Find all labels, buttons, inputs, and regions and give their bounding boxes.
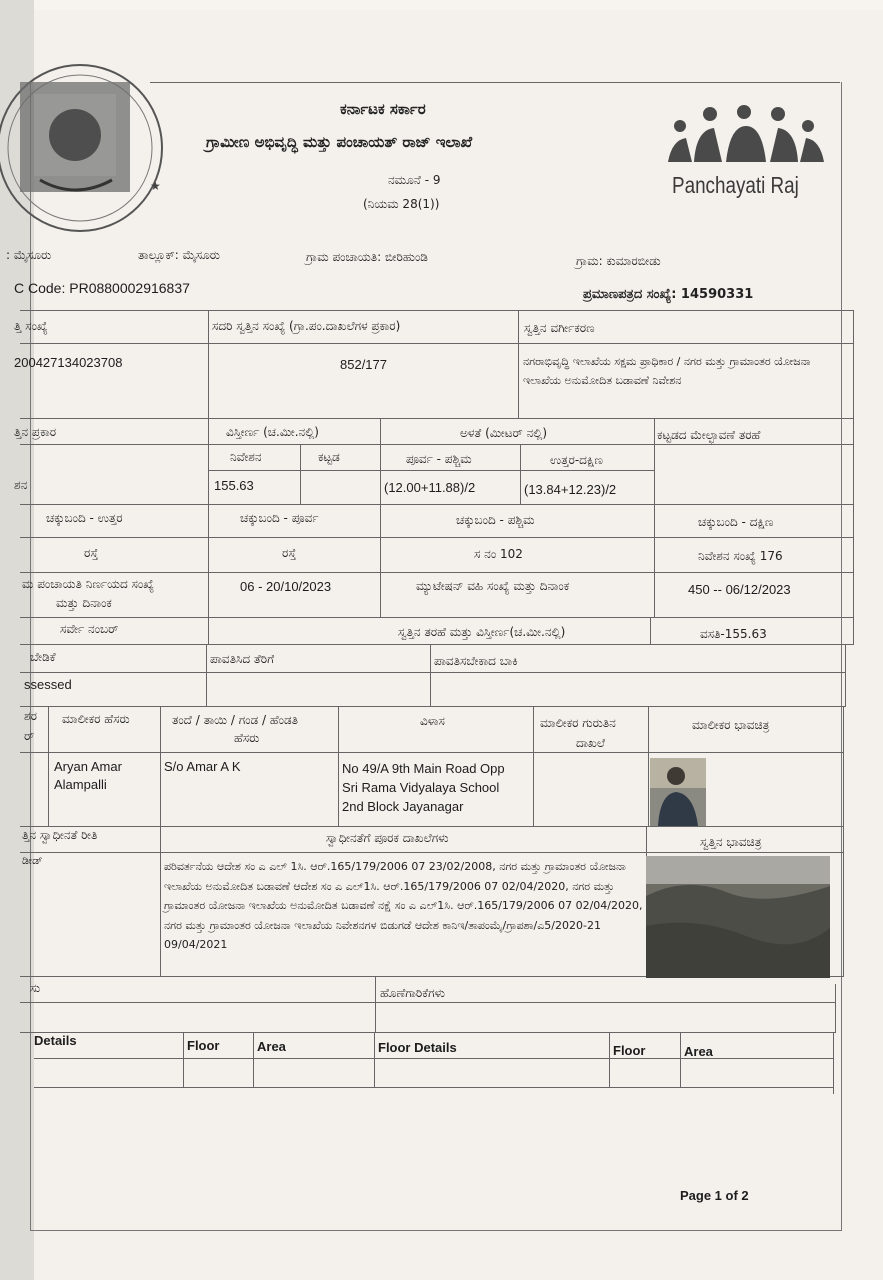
owner-name-label: ಮಾಲೀಕರ ಹೆಸರು	[62, 712, 130, 726]
tax-balance-label: ಪಾವತಿಸಬೇಕಾದ ಬಾಕಿ	[434, 654, 518, 668]
address-line2: Sri Rama Vidyalaya School	[342, 780, 500, 795]
property-photo	[646, 856, 830, 978]
site-area-value: 155.63	[214, 478, 254, 493]
area-label: ವಿಸ್ತೀರ್ಣ (ಚ.ಮೀ.ನಲ್ಲಿ)	[226, 425, 319, 439]
relation-value: S/o Amar A K	[164, 759, 241, 774]
liabilities-left-label: ಸು	[30, 981, 41, 995]
government-title: ಕರ್ನಾಟಕ ಸರ್ಕಾರ	[340, 100, 426, 118]
resolution-label-line1: ಮ ಪಂಚಾಯತಿ ನಿರ್ಣಯದ ಸಂಖ್ಯೆ	[22, 577, 155, 591]
owner-name-line1: Aryan Amar	[54, 759, 122, 774]
owner-serial-label-a: ಶರ	[24, 709, 37, 723]
floor-details-right-label: Floor Details	[378, 1040, 457, 1055]
boundary-south-label: ಚಕ್ಕುಬಂದಿ - ದಕ್ಷಿಣ	[698, 515, 774, 529]
owner-photo	[650, 758, 706, 826]
government-seal-icon	[0, 60, 170, 240]
ownership-docs-label: ಸ್ವಾಧೀನತೆಗೆ ಪೂರಕ ದಾಖಲೆಗಳು	[326, 831, 449, 845]
north-south-label: ಉತ್ತರ-ದಕ್ಷಿಣ	[550, 453, 603, 467]
boundary-north-value: ರಸ್ತೆ	[84, 546, 99, 560]
property-code: C Code: PR0880002916837	[14, 280, 190, 296]
svg-text:★: ★	[150, 179, 161, 193]
ownership-docs-text: ಪರಿವರ್ತನೆಯ ಆದೇಶ ಸಂ ಎ ಎಲ್ 1ಸಿ. ಆರ್.165/179/2006 07 23/02/2008, ನಗರ ಮತ್ತು ಗ್ರಾಮಾಂತರ ಯೋಜನಾ ಇಲಾಖೆಯ ಅನುಮೋದಿತ ಬಡಾವಣೆ ಆದೇಶ ಸಂ ಎ ಎಲ್1ಸಿ. ಆರ್.165/179/2006 07 02/04/2020, ನಗರ ಮತ್ತು ಗ್ರಾಮಾಂತರ ಯೋಜನಾ ಇಲಾಖೆಯ ಅನುಮೋದಿತ ಬಡಾವಣೆ ನಕ್ಷೆ ಸಂ ಎ ಎಲ್1ಸಿ. ಆರ್.165/179/2006 07 02/04/2020, ನಗರ ಮತ್ತು ಗ್ರಾಮಾಂತರ ಯೋಜನಾ ಇಲಾಖೆಯ ನಿವೇಶನಗಳ ಬಿಡುಗಡೆ ಆದೇಶ ಕಾನಿಇ/ತಾಪಂಮೈ/ಗ್ರಾಪಶಾ/ಎ5/2020-21 09/04/2021	[164, 860, 643, 951]
property-photo-label: ಸ್ವತ್ತಿನ ಭಾವಚಿತ್ರ	[700, 835, 762, 849]
property-id-label: ತ್ತಿ ಸಂಖ್ಯೆ	[14, 319, 48, 333]
owner-serial-label-b: ರ್	[24, 729, 35, 743]
boundary-east-label: ಚಕ್ಕುಬಂದಿ - ಪೂರ್ವ	[240, 511, 319, 525]
east-west-value: (12.00+11.88)/2	[384, 480, 476, 495]
north-south-value: (13.84+12.23)/2	[524, 482, 617, 497]
tax-paid-label: ಪಾವತಿಸಿದ ತೆರಿಗೆ	[210, 652, 275, 666]
east-west-label: ಪೂರ್ವ - ಪಶ್ಚಿಮ	[406, 452, 472, 466]
address-line3: 2nd Block Jayanagar	[342, 799, 464, 814]
resolution-value: 06 - 20/10/2023	[240, 579, 332, 594]
property-type-area-value: ವಸತಿ-155.63	[700, 627, 767, 641]
property-type-value: ಶನ	[14, 478, 28, 492]
gp-number-value: 852/177	[340, 357, 387, 372]
boundary-west-value: ಸ ನಂ 102	[474, 547, 523, 561]
department-title: ಗ್ರಾಮೀಣ ಅಭಿವೃದ್ಧಿ ಮತ್ತು ಪಂಚಾಯತ್ ರಾಜ್ ಇಲಾಖೆ	[206, 133, 473, 151]
resolution-label-line2: ಮತ್ತು ದಿನಾಂಕ	[56, 596, 112, 610]
property-id-value: 200427134023708	[14, 355, 123, 370]
village: ಗ್ರಾಮ: ಕುಮಾರಬೀಡು	[576, 254, 661, 268]
page-number: Page 1 of 2	[680, 1188, 749, 1203]
building-area-label: ಕಟ್ಟಡ	[318, 450, 340, 464]
boundary-north-label: ಚಕ್ಕುಬಂದಿ - ಉತ್ತರ	[46, 511, 123, 525]
boundary-east-value: ರಸ್ತೆ	[282, 546, 297, 560]
owner-name-line2: Alampalli	[54, 777, 107, 792]
floor-right-label: Floor	[613, 1043, 646, 1058]
gp-number-label: ಸದರಿ ಸ್ವತ್ತಿನ ಸಂಖ್ಯೆ (ಗ್ರಾ.ಪಂ.ದಾಖಲೆಗಳ ಪ್ರಕಾರ)	[212, 319, 401, 333]
top-rule	[150, 82, 840, 83]
certificate-number: ಪ್ರಮಾಣಪತ್ರದ ಸಂಖ್ಯೆ: 14590331	[583, 287, 754, 302]
panchayati-raj-logo-icon	[668, 104, 828, 166]
tax-demand-label: ಬೇಡಿಕೆ	[30, 650, 56, 664]
dimensions-label: ಅಳತೆ (ಮೀಟರ್ ನಲ್ಲಿ)	[460, 426, 548, 440]
panchayati-raj-logo-text: Panchayati Raj	[672, 172, 799, 198]
liabilities-label: ಹೊಣೆಗಾರಿಕೆಗಳು	[380, 986, 445, 1000]
address-label: ವಿಳಾಸ	[420, 714, 445, 728]
boundary-west-label: ಚಕ್ಕುಬಂದಿ - ಪಶ್ಚಿಮ	[456, 513, 535, 527]
taluk: ತಾಲ್ಲೂಕ್: ಮೈಸೂರು	[138, 248, 220, 262]
address-line1: No 49/A 9th Main Road Opp	[342, 761, 505, 776]
survey-number-label: ಸರ್ವೇ ನಂಬರ್	[60, 622, 119, 636]
site-area-label: ನಿವೇಶನ	[230, 450, 262, 464]
floor-details-left-label: Details	[34, 1033, 77, 1048]
gram-panchayat: ಗ್ರಾಮ ಪಂಚಾಯತಿ: ಬೀರಿಹುಂಡಿ	[306, 250, 428, 264]
classification-label: ಸ್ವತ್ತಿನ ವರ್ಗೀಕರಣ	[524, 321, 595, 335]
roof-type-label: ಕಟ್ಟಡದ ಮೇಲ್ಛಾವಣೆ ತರಹೆ	[657, 428, 761, 442]
id-document-label-line1: ಮಾಲೀಕರ ಗುರುತಿನ	[540, 716, 616, 730]
owner-photo-label: ಮಾಲೀಕರ ಭಾವಚಿತ್ರ	[692, 718, 770, 732]
area-right-label: Area	[684, 1044, 713, 1059]
relation-label-line1: ತಂದೆ / ತಾಯಿ / ಗಂಡ / ಹೆಂಡತಿ	[172, 713, 298, 727]
classification-value: ನಗರಾಭಿವೃದ್ಧಿ ಇಲಾಖೆಯ ಸಕ್ಷಮ ಪ್ರಾಧಿಕಾರ / ನಗರ ಮತ್ತು ಗ್ರಾಮಾಂತರ ಯೋಜನಾ ಇಲಾಖೆಯ ಅನುಮೋದಿತ ಬಡಾವಣೆ ನಿವೇಶನ	[523, 355, 811, 387]
rule-reference: (ನಿಯಮ 28(1))	[363, 197, 440, 211]
district: : ಮೈಸೂರು	[6, 248, 52, 262]
tax-demand-value: ssessed	[24, 677, 72, 692]
id-document-label-line2: ದಾಖಲೆ	[576, 736, 605, 750]
property-type-area-label: ಸ್ವತ್ತಿನ ತರಹೆ ಮತ್ತು ವಿಸ್ತೀರ್ಣ(ಚ.ಮೀ.ನಲ್ಲಿ)	[398, 625, 566, 639]
ownership-mode-label: ತ್ತಿನ ಸ್ವಾಧೀನತೆ ರೀತಿ	[22, 828, 98, 842]
form-number: ನಮೂನೆ - 9	[388, 173, 441, 187]
boundary-south-value: ನಿವೇಶನ ಸಂಖ್ಯೆ 176	[698, 549, 783, 563]
relation-label-line2: ಹೆಸರು	[234, 731, 260, 745]
area-left-label: Area	[257, 1039, 286, 1054]
mutation-value: 450 -- 06/12/2023	[688, 582, 791, 597]
floor-left-label: Floor	[187, 1038, 220, 1053]
property-type-label: ತ್ತಿನ ಪ್ರಕಾರ	[14, 425, 57, 439]
ownership-mode-value: ಡೀಡ್	[22, 854, 43, 867]
mutation-label: ಮ್ಯುಟೇಷನ್ ವಹಿ ಸಂಖ್ಯೆ ಮತ್ತು ದಿನಾಂಕ	[416, 579, 570, 593]
